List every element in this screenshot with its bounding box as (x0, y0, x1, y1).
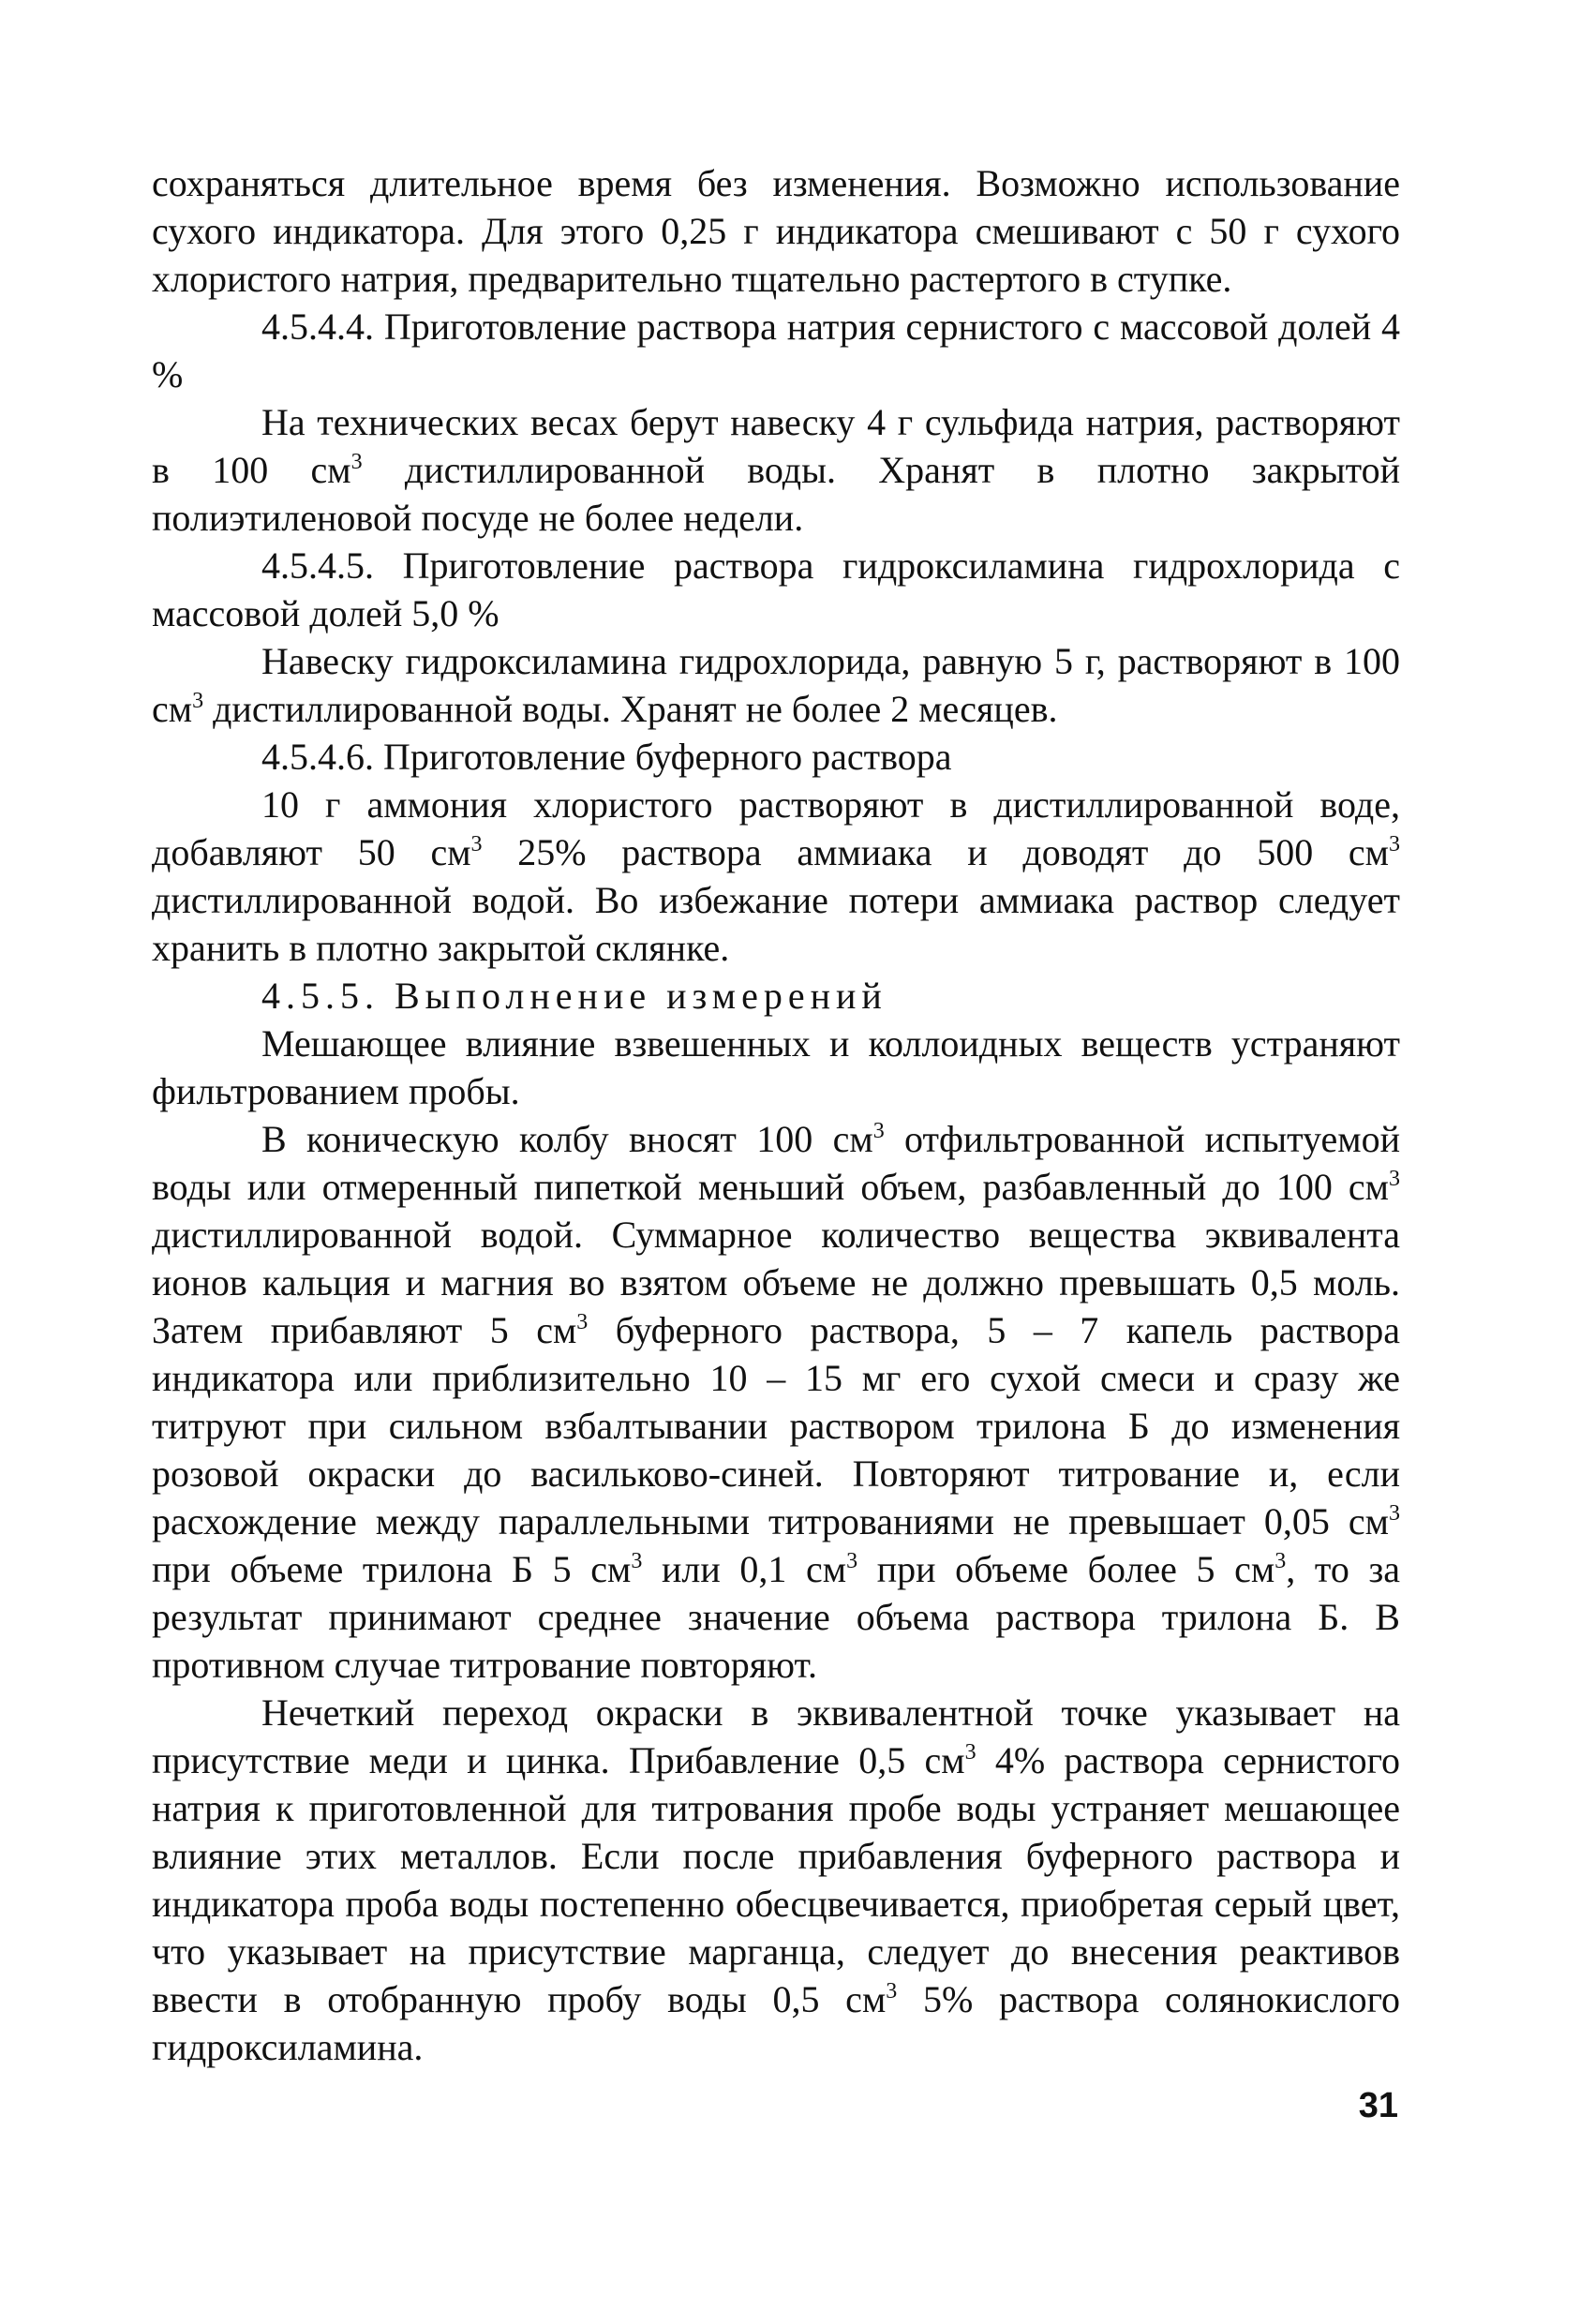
section-heading-4-5-5: 4.5.5. Выполнение измерений (261, 975, 887, 1017)
superscript: 3 (1389, 832, 1400, 857)
superscript: 3 (1275, 1549, 1287, 1573)
text-run: Навеску гидроксиламина гидрохлорида, равную 5 г, растворяют в 100 см (152, 640, 1400, 730)
page-number: 31 (1358, 2086, 1398, 2125)
superscript: 3 (1389, 1501, 1400, 1526)
text-run: при объеме более 5 см (857, 1548, 1275, 1590)
text-run: дистиллированной воды. Хранят не более 2 месяцев. (203, 688, 1058, 730)
text-run: буферного раствора, 5 – 7 капель раствора индикатора или приблизительно 10 – 15 мг его сухой смеси и сразу же титруют при сильном взбалтывании раствором трилона Б до изменения розовой окраски до васильково-синей. Повторяют титрование и, если расхождение между параллельными титрованиями не превышает 0,05 см (152, 1309, 1401, 1542)
superscript: 3 (576, 1310, 589, 1334)
paragraph-hydroxylamine (152, 637, 1400, 733)
paragraph-continuation: сохраняться длительное время без изменения. Возможно использование сухого индикатора. Для этого 0,25 г индикатора смешивают с 50 г сухого хлористого натрия, предварительно тщательно растертого в ступке. (152, 162, 1400, 300)
text-run: дистиллированной водой. Во избежание потери аммиака раствор следует хранить в плотно закрытой склянке. (152, 879, 1400, 969)
text-run: Нечеткий переход окраски в эквивалентной точке указывает на присутствие меди и цинка. Прибавление 0,5 см (152, 1691, 1400, 1781)
superscript: 3 (470, 832, 483, 857)
section-heading-4-5-4-4: 4.5.4.4. Приготовление раствора натрия сернистого с массовой долей 4 % (152, 305, 1400, 395)
text-run: На технических весах берут навеску 4 г сульфида натрия, растворяют в 100 см (152, 401, 1400, 491)
superscript: 3 (846, 1549, 858, 1573)
text-run: 10 г аммония хлористого растворяют в дистиллированной воде, добавляют 50 см (152, 783, 1400, 873)
document-page (152, 159, 1400, 2071)
text-run: или 0,1 см (642, 1548, 847, 1590)
paragraph-titration (152, 1115, 1400, 1689)
superscript: 3 (872, 1119, 885, 1143)
paragraph-interference (152, 1689, 1400, 2071)
text-run: В коническую колбу вносят 100 см (261, 1118, 873, 1160)
superscript: 3 (631, 1549, 643, 1573)
section-heading-4-5-4-6: 4.5.4.6. Приготовление буферного раствора (261, 736, 952, 778)
superscript: 3 (350, 450, 363, 474)
superscript: 3 (886, 1979, 898, 2004)
text-run: 4% раствора сернистого натрия к приготовленной для титрования пробе воды устраняет мешающее влияние этих металлов. Если после прибавления буферного раствора и индикатора проба воды постепенно обесцвечивается, приобретая серый цвет, что указывает на присутствие марганца, следует до внесения реактивов ввести в отобранную пробу воды 0,5 см (152, 1739, 1400, 2020)
text-run: 25% раствора аммиака и доводят до 500 см (482, 831, 1389, 873)
paragraph-buffer-solution (152, 781, 1400, 972)
text-run: дистиллированной воды. Хранят в плотно закрытой полиэтиленовой посуде не более недели. (152, 449, 1400, 539)
text-run: при объеме трилона Б 5 см (152, 1548, 632, 1590)
text-run: отфильтрованной испытуемой воды или отмеренный пипеткой меньший объем, разбавленный до 100 см (152, 1118, 1400, 1208)
paragraph-sodium-sulfide (152, 398, 1400, 542)
superscript: 3 (964, 1740, 976, 1765)
text-run: дистиллированной водой. Суммарное количество вещества эквивалента ионов кальция и магния во взятом объеме не должно превышать 0,5 моль. Затем прибавляют 5 см (152, 1214, 1400, 1351)
text-run: , то за результат принимают среднее значение объема раствора трилона Б. В противном случае титрование повторяют. (152, 1548, 1401, 1686)
section-heading-4-5-4-5: 4.5.4.5. Приготовление раствора гидроксиламина гидрохлорида с массовой долей 5,0 % (152, 544, 1400, 634)
text-run: 5% раствора солянокислого гидроксиламина. (152, 1978, 1400, 2068)
superscript: 3 (192, 689, 204, 713)
paragraph-filtration: Мешающее влияние взвешенных и коллоидных веществ устраняют фильтрованием пробы. (152, 1022, 1400, 1112)
superscript: 3 (1389, 1167, 1400, 1191)
